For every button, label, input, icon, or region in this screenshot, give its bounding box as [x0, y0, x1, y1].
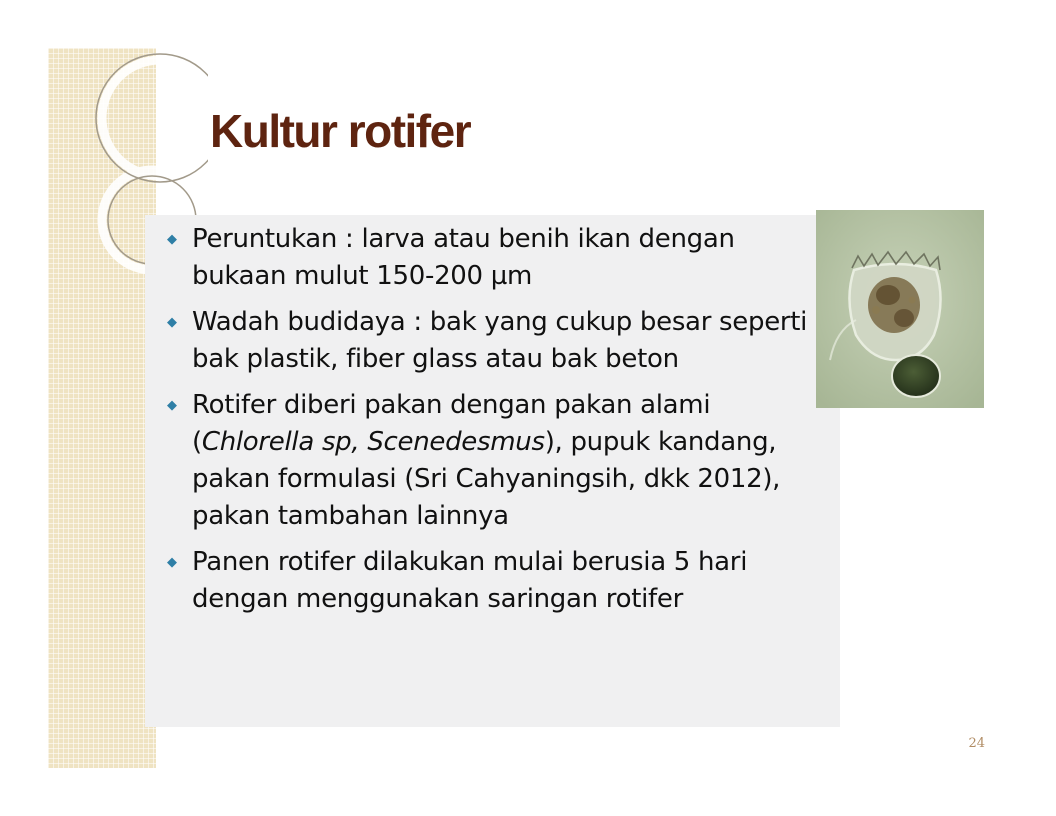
diamond-bullet-icon: ◆ [167, 315, 177, 330]
content-box [145, 215, 840, 727]
bullet-list [165, 221, 825, 627]
bullet-text-part: Rotifer diberi pakan dengan pakan alami ( [192, 390, 711, 457]
page-number: 24 [968, 736, 985, 751]
diamond-bullet-icon: ◆ [167, 232, 177, 247]
bullet-text: Peruntukan : larva atau benih ikan dengan bukaan mulut 150-200 µm [192, 224, 735, 291]
diamond-bullet-icon: ◆ [167, 398, 177, 413]
bullet-text-italic: Chlorella sp, Scenedesmus [201, 427, 545, 457]
bullet-item [165, 387, 825, 535]
bullet-text: Panen rotifer dilakukan mulai berusia 5 hari dengan menggunakan saringan rotifer [192, 547, 748, 614]
bullet-text: Wadah budidaya : bak yang cukup besar seperti bak plastik, fiber glass atau bak beton [192, 307, 808, 374]
bullet-item [165, 544, 825, 618]
bullet-text-part: ), pupuk kandang, pakan formulasi (Sri Cahyaningsih, dkk 2012), pakan tambahan lainnya [192, 427, 781, 531]
rotifer-photo [816, 210, 984, 408]
bullet-text [192, 390, 780, 531]
diamond-bullet-icon: ◆ [167, 555, 177, 570]
slide-title: Kultur rotifer [210, 105, 471, 157]
rotifer-illustration [816, 210, 984, 408]
bullet-item [165, 304, 825, 378]
bullet-item [165, 221, 825, 295]
